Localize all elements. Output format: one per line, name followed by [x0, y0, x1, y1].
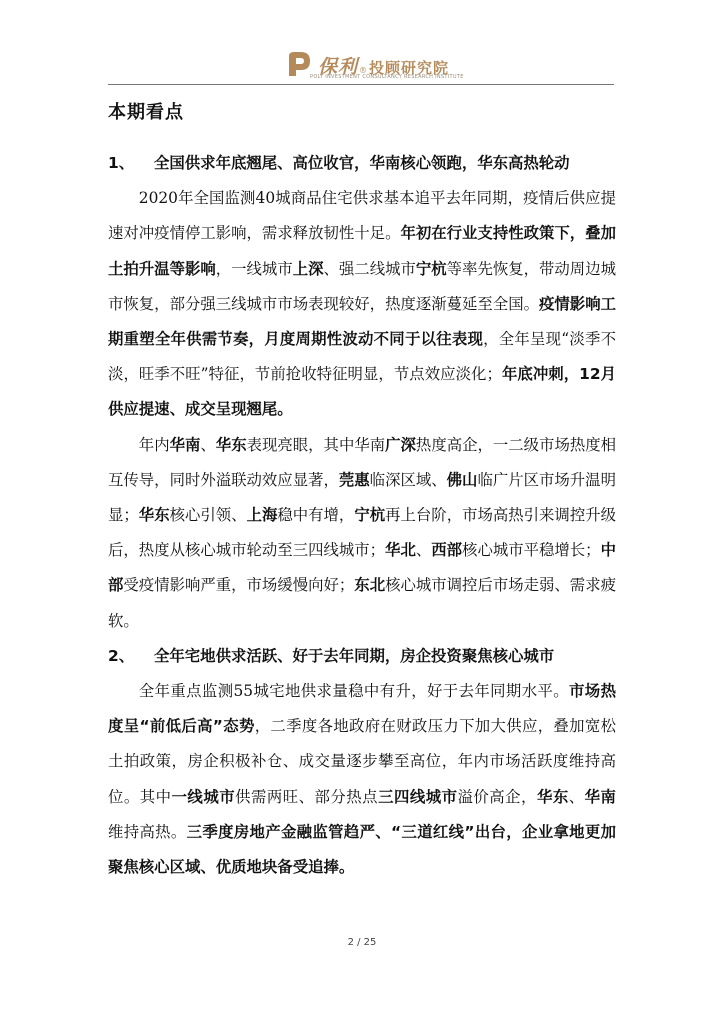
body-text: 核心城市平稳增长； [462, 541, 601, 560]
emphasis-text: 华东 [215, 435, 247, 454]
body-text: 年内 [138, 435, 170, 454]
emphasis-text: 西部 [431, 541, 463, 560]
emphasis-text: 佛山 [446, 470, 478, 489]
page-title: 本期看点 [108, 102, 184, 123]
emphasis-text: 华南 [584, 787, 616, 806]
body-text: 临深区域、 [369, 470, 447, 489]
section-number: 1、 [108, 154, 135, 172]
section-heading-text: 全年宅地供求活跃、好于去年同期，房企投资聚焦核心城市 [154, 646, 555, 665]
emphasis-text: 广深 [385, 435, 416, 454]
body-text: 热度高企，一二级市场热度相互传导，同时外溢联动效应显著， [108, 435, 617, 489]
body-paragraph [108, 674, 616, 885]
body-text: 再上台阶，市场高热引来调控升级后，热度从核心城市轮动至三四线城市； [108, 506, 616, 560]
emphasis-text: 宁杭 [354, 506, 386, 525]
body-text: 、强二线城市 [323, 259, 416, 278]
section-heading [108, 146, 616, 181]
body-text: 供需两旺、部分热点 [235, 787, 379, 806]
header-divider [108, 84, 614, 85]
institute-english-name: POLY INVESTMENT CONSULTANCY RESEARCH INSTITUTE [310, 74, 464, 80]
section-number: 2、 [108, 646, 135, 665]
body-text: 溢价高企， [457, 787, 537, 806]
emphasis-text: 莞惠 [338, 470, 370, 489]
emphasis-text: 年初在行业支持性政策下，叠加土拍升温等影响 [108, 224, 616, 278]
emphasis-text: 宁杭 [415, 259, 447, 278]
body-text: 、 [568, 787, 585, 806]
document-body [108, 146, 616, 885]
body-text: ，一线城市 [215, 259, 293, 278]
body-text: ，全年呈现“淡季不淡，旺季不旺”特征，节前抢收特征明显，节点效应淡化； [108, 330, 616, 384]
emphasis-text: 一线城市 [171, 787, 236, 806]
body-paragraph [108, 181, 616, 427]
body-text: 核心城市调控后市场走弱、需求疲软。 [108, 576, 616, 630]
institute-name: 投顾研究院 [369, 59, 450, 77]
body-text: 核心引领、 [169, 506, 247, 525]
brand-name: 保利 [318, 56, 359, 78]
emphasis-text: 市场热度呈“前低后高”态势 [108, 682, 616, 736]
emphasis-text: 上海 [246, 506, 278, 525]
poly-logo-icon [285, 50, 313, 78]
section-heading-text: 全国供求年底翘尾、高位收官，华南核心领跑，华东高热轮动 [154, 154, 570, 172]
page-header [0, 50, 724, 88]
emphasis-text: 华南 [169, 435, 201, 454]
body-paragraph [108, 428, 616, 639]
body-text: 受疫情影响严重，市场缓慢向好； [123, 576, 355, 595]
section-heading [108, 639, 616, 674]
emphasis-text: 中部 [108, 541, 616, 595]
body-text: 稳中有增， [277, 506, 355, 525]
emphasis-text: 东北 [354, 576, 386, 595]
body-text: 、 [200, 435, 216, 454]
body-text: 、 [415, 541, 432, 560]
emphasis-text: 上深 [292, 259, 324, 278]
emphasis-text: 华东 [138, 506, 170, 525]
page-number: 2 / 25 [347, 937, 377, 948]
emphasis-text: 华北 [385, 541, 416, 560]
emphasis-text: 年底冲刺，12月供应提速、成交呈现翘尾。 [108, 365, 617, 419]
emphasis-text: 三季度房地产金融监管趋严、“三道红线”出台，企业拿地更加聚焦核心区域、优质地块备受追捧。 [108, 822, 616, 877]
body-text: 临广片区市场升温明显； [108, 470, 616, 525]
body-text: 全年重点监测55城宅地供求量稳中有升，好于去年同期水平。 [138, 682, 570, 701]
body-text: ，二季度各地政府在财政压力下加大供应，叠加宽松土拍政策，房企积极补仓、成交量逐步攀至高位，年内市场活跃度维持高位。其中 [108, 717, 616, 806]
emphasis-text: 华东 [536, 787, 569, 806]
emphasis-text: 疫情影响工期重塑全年供需节奏，月度周期性波动不同于以往表现 [108, 294, 616, 349]
registered-mark: ® [359, 66, 368, 75]
body-text: 等率先恢复，带动周边城市恢复，部分强三线城市市场表现较好，热度逐渐蔓延至全国。 [108, 259, 616, 313]
body-text: 表现亮眼，其中华南 [246, 435, 386, 454]
brand-logo [318, 52, 449, 76]
emphasis-text: 三四线城市 [378, 787, 458, 806]
body-text: 2020年全国监测40城商品住宅供求基本追平去年同期，疫情后供应提速对冲疫情停工影响，需求释放韧性十足。 [108, 189, 616, 243]
body-text: 维持高热。 [108, 822, 187, 841]
